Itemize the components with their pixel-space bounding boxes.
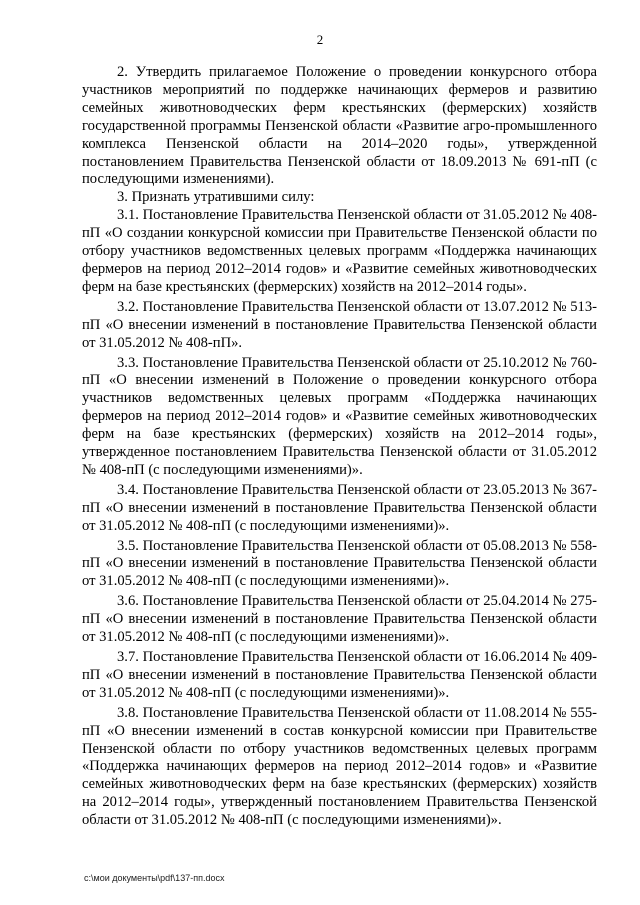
paragraph-item-3-4: 3.4. Постановление Правительства Пензенской области от 23.05.2013 № 367-пП «О внесении изменений в постановление Правительства Пензенской области от 31.05.2012 № 408-пП (с последующими изменениями)». bbox=[82, 481, 597, 534]
footer-file-path: c:\мои документы\pdf\137-пп.docx bbox=[84, 873, 225, 883]
paragraph-item-3-2: 3.2. Постановление Правительства Пензенской области от 13.07.2012 № 513-пП «О внесении изменений в постановление Правительства Пензенской области от 31.05.2012 № 408-пП». bbox=[82, 298, 597, 351]
paragraph-item-3-6: 3.6. Постановление Правительства Пензенской области от 25.04.2014 № 275-пП «О внесении изменений в постановление Правительства Пензенской области от 31.05.2012 № 408-пП (с последующими изменениями)». bbox=[82, 593, 597, 646]
paragraph-item-3-5: 3.5. Постановление Правительства Пензенской области от 05.08.2013 № 558-пП «О внесении изменений в постановление Правительства Пензенской области от 31.05.2012 № 408-пП (с последующими изменениями)». bbox=[82, 537, 597, 590]
paragraph-item-3-8: 3.8. Постановление Правительства Пензенской области от 11.08.2014 № 555-пП «О внесении изменений в состав конкурсной комиссии при Правительстве Пензенской области по отбору участников ведомственных целевых программ «Поддержка начинающих фермеров на период 2012–2014 годов» и «Развитие семейных животноводческих ферм на базе крестьянских (фермерских) хозяйств на 2012–2014 годы», утвержденный постановлением Правительства Пензенской области от 31.05.2012 № 408-пП (с последующими изменениями)». bbox=[82, 704, 597, 829]
paragraph-item-3-1: 3.1. Постановление Правительства Пензенской области от 31.05.2012 № 408-пП «О создании конкурсной комиссии при Правительстве Пензенской области по отбору участников ведомственных целевых программ «Поддержка начинающих фермеров на период 2012–2014 годов» и «Развитие семейных животноводческих ферм на базе крестьянских (фермерских) хозяйств на 2012–2014 годы». bbox=[82, 207, 597, 295]
paragraph-item-3-7: 3.7. Постановление Правительства Пензенской области от 16.06.2014 № 409-пП «О внесении изменений в постановление Правительства Пензенской области от 31.05.2012 № 408-пП (с последующими изменениями)». bbox=[82, 649, 597, 701]
paragraph-item-3-3: 3.3. Постановление Правительства Пензенской области от 25.10.2012 № 760-пП «О внесении изменений в Положение о проведении конкурсного отбора участников ведомственных целевых программ «Поддержка начинающих фермеров на период 2012–2014 годов» и «Развитие семейных животноводческих ферм на базе крестьянских (фермерских) хозяйств на 2012–2014 годы», утвержденное постановлением Правительства Пензенской области от 31.05.2012 № 408-пП (с последующими изменениями)». bbox=[82, 354, 597, 478]
paragraph-item-3: 3. Признать утратившими силу: bbox=[117, 189, 315, 206]
document-body bbox=[82, 64, 597, 832]
paragraph-item-2: 2. Утвердить прилагаемое Положение о проведении конкурсного отбора участников мероприятий по поддержке начинающих фермеров и развитию семейных животноводческих ферм крестьянских (фермерских) хозяйств государственной программы Пензенской области «Развитие агро-промышленного комплекса Пензенской области на 2014–2020 годы», утвержденной постановлением Правительства Пензенской области от 18.09.2013 № 691-пП (с последующими изменениями). bbox=[82, 64, 597, 188]
page-number: 2 bbox=[316, 32, 324, 47]
